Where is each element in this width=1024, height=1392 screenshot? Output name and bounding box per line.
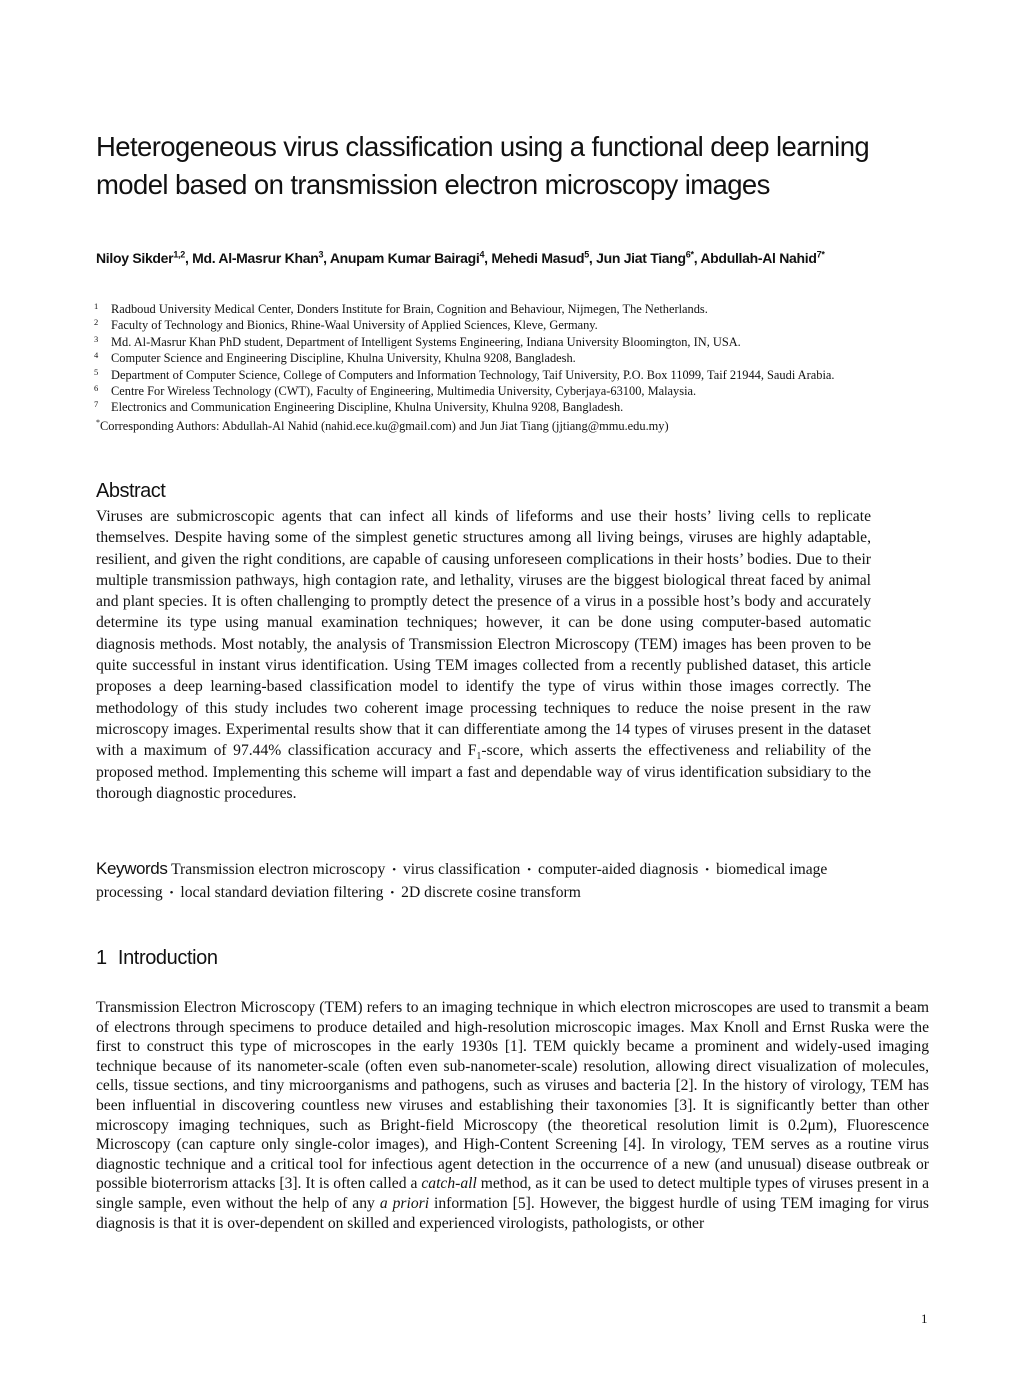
- author: Md. Al-Masrur Khan$^3$,: [192, 249, 330, 266]
- author: Mehedi Masud$^5$,: [491, 249, 597, 266]
- keyword-separator: •: [390, 886, 395, 899]
- section-title: Introduction: [117, 947, 218, 969]
- corresponding-authors: *Corresponding Authors: Abdullah-Al Nahid (nahid.ece.ku@gmail.com) and Jun Jiat Tiang (jjtiang@mmu.edu.my): [96, 417, 669, 433]
- affiliation-item: 3 Md. Al-Masrur Khan PhD student, Department of Intelligent Systems Engineering, Indiana University Bloomington, IN, USA.: [94, 333, 741, 349]
- paper-title: [96, 128, 936, 204]
- affiliation-item: 5 Department of Computer Science, College of Computers and Information Technology, Taif University, P.O. Box 11099, Taif 21944, Saudi Arabia.: [94, 366, 835, 382]
- author-list: [96, 248, 936, 269]
- section-heading: [96, 947, 218, 970]
- author: Anupam Kumar Bairagi$^4$,: [329, 249, 492, 266]
- affiliation-item: 6 Centre For Wireless Technology (CWT), Faculty of Engineering, Multimedia University, Cyberjaya-63100, Malaysia.: [94, 383, 697, 399]
- section-number: 1: [96, 947, 107, 969]
- keyword: computer-aided diagnosis: [538, 861, 699, 878]
- abstract-heading: Abstract: [96, 480, 166, 502]
- introduction-text: Transmission Electron Microscopy (TEM) refers to an imaging technique in which electron microscopes are used to transmit a beam of electrons through specimens to produce detailed and high-resolution microscopic images. Max Knoll and Ernst Ruska were the first to construct this type of microscopes in the early 1930s [1]. TEM quickly became a prominent and widely-used imaging technique because of its nanometer-scale (often even sub-nanometer-scale) resolution, allowing direct visualization of molecules, cells, tissue sections, and tiny microorganisms and pathogens, such as viruses and bacteria [2]. In the history of virology, TEM has been influential in discovering countless new viruses and establishing their taxonomies [3]. It is significantly better than other microscopy imaging techniques, such as Bright-field Microscopy (the theoretical resolution limit is 0.2μm), Fluorescence Microscopy (can capture only single-color images), and High-Content Screening [4]. In virology, TEM serves as a routine virus diagnostic technique and a critical tool for infectious agent detection in the occurrence of a new (and unusual) disease outbreak or possible bioterrorism attacks [3]. It is often called a catch-all method, as it can be used to detect multiple types of viruses present in a single sample, even without the help of any a priori information [5]. However, the biggest hurdle of using TEM imaging for virus diagnosis is that it is over-dependent on skilled and experienced virologists, pathologists, or other: [96, 999, 930, 1232]
- author: Abdullah-Al Nahid$^{7*}$: [700, 249, 825, 266]
- keyword: virus classification: [403, 861, 521, 878]
- page-number: 1: [921, 1311, 928, 1326]
- title-line: model based on transmission electron microscopy images: [96, 169, 770, 200]
- affiliation-item: 2 Faculty of Technology and Bionics, Rhine-Waal University of Applied Sciences, Kleve, Germany.: [94, 317, 598, 333]
- keyword-separator: •: [392, 864, 397, 876]
- author: Jun Jiat Tiang$^{6*}$,: [596, 249, 701, 266]
- abstract-text: Viruses are submicroscopic agents that can infect all kinds of lifeforms and use their hosts’ living cells to replicate themselves. Despite having some of the simplest genetic structures among all living beings, viruses are highly adaptable, resilient, and given the right conditions, are capable of causing unforeseen complications in their hosts’ bodies. Due to their multiple transmission pathways, high contagion rate, and lethality, viruses are the biggest biological threat faced by animal and plant species. It is often challenging to promptly detect the presence of a virus in a possible host’s body and accurately determine its type using manual examination techniques; however, it can be done using computer-based automatic diagnosis methods. Most notably, the analysis of Transmission Electron Microscopy (TEM) images has been proven to be quite successful in instant virus identification. Using TEM images collected from a recently published dataset, this article proposes a deep learning-based classification model to identify the type of virus within those images correctly. The methodology of this study includes two coherent image processing techniques to reduce the noise present in the raw microscopy images. Experimental results show that it can differentiate among the 14 types of viruses present in the dataset with a maximum of 97.44% classification accuracy and $F_1$-score, which asserts the effectiveness and reliability of the proposed method. Implementing this scheme will impart a fast and dependable way of virus identification subsidiary to the thorough diagnostic procedures.: [96, 508, 871, 802]
- title-line: Heterogeneous virus classification using a functional deep learning: [96, 131, 870, 162]
- keyword: Transmission electron microscopy: [171, 861, 386, 878]
- affiliation-list: [94, 301, 924, 434]
- author: Niloy Sikder$^{1,2}$,: [96, 249, 193, 266]
- keyword: 2D discrete cosine transform: [401, 883, 581, 901]
- keyword-separator: •: [527, 864, 532, 876]
- affiliation-item: 7 Electronics and Communication Engineering Discipline, Khulna University, Khulna 9208, Bangladesh.: [94, 399, 624, 415]
- keyword-separator: •: [705, 864, 710, 876]
- keywords: [96, 858, 876, 904]
- keywords-label: Keywords: [96, 859, 168, 878]
- affiliation-item: 4 Computer Science and Engineering Discipline, Khulna University, Khulna 9208, Bangladesh.: [94, 350, 576, 366]
- keyword: local standard deviation filtering: [180, 883, 384, 901]
- affiliation-item: 1 Radboud University Medical Center, Donders Institute for Brain, Cognition and Behaviour, Nijmegen, The Netherlands.: [94, 301, 708, 316]
- keyword: biomedical image processing: [96, 861, 828, 901]
- keyword-separator: •: [169, 886, 174, 899]
